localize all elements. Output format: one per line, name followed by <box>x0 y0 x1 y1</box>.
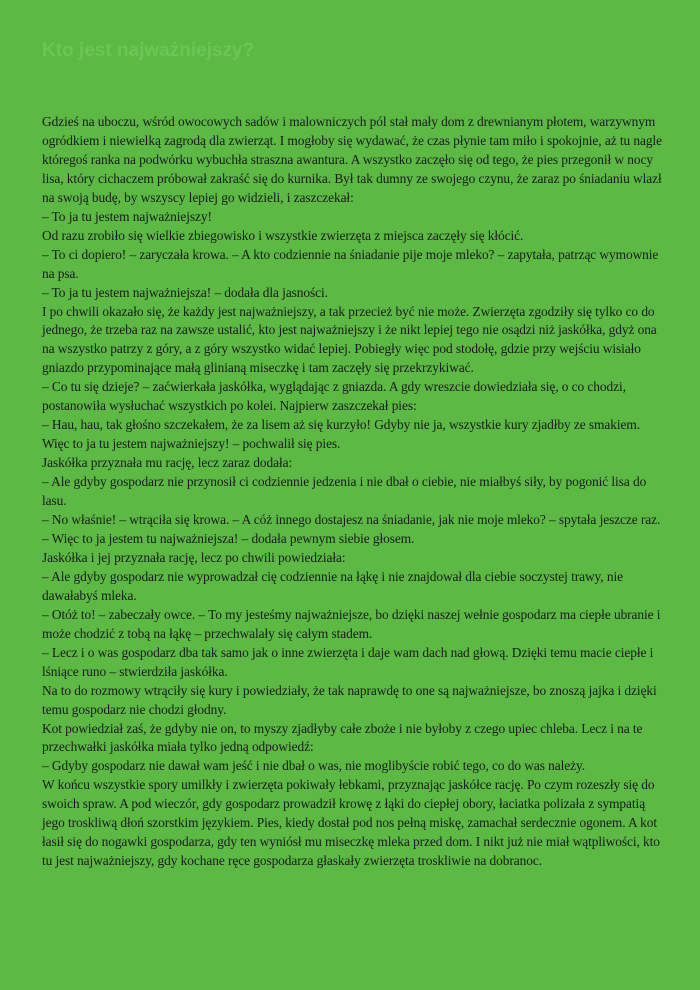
story-paragraph: Jaskółka przyznała mu rację, lecz zaraz dodała: <box>42 455 293 471</box>
story-paragraph: Od razu zrobiło się wielkie zbiegowisko i wszystkie zwierzęta z miejsca zaczęły się kłócić. <box>42 227 524 243</box>
story-paragraph: – Ale gdyby gospodarz nie przynosił ci codziennie jedzenia i nie dbał o ciebie, nie miałbyś siły, by pogonić lisa do lasu. <box>42 474 647 509</box>
story-paragraph: – Ale gdyby gospodarz nie wyprowadzał cię codziennie na łąkę i nie znajdował dla ciebie soczystej trawy, nie dawałabyś mleka. <box>42 568 623 603</box>
story-paragraph: Na to do rozmowy wtrąciły się kury i powiedziały, że tak naprawdę to one są najważniejsze, bo znoszą jajka i dzięki temu gospodarz nie chodzi głodny. <box>42 682 657 717</box>
story-paragraph: – Hau, hau, tak głośno szczekałem, że za lisem aż się kurzyło! Gdyby nie ja, wszystkie kury zjadłby ze smakiem. <box>42 417 640 433</box>
header-title: Kto jest najważniejszy? <box>42 40 255 61</box>
story-paragraph: Kot powiedział zaś, że gdyby nie on, to myszy zjadłyby całe zboże i nie byłoby z czego upiec chleba. Lecz i na te przechwałki jaskółka miała tylko jedną odpowiedź: <box>42 720 643 755</box>
story-paragraph: W końcu wszystkie spory umilkły i zwierzęta pokiwały łebkami, przyznając jaskółce rację. Po czym rozeszły się do swoich spraw. A pod wieczór, gdy gospodarz prowadził krowę z łąki do ciepłej obory, łaciatka polizała z sympatią jego troskliwą dłoń szorstkim językiem. Pies, kiedy dostał pod nos pełną miskę, zamachał serdecznie ogonem. A kot łasił się do nogawki gospodarza, gdy ten wyniósł mu miseczkę mleka przed dom. I nikt już nie miał wątpliwości, kto tu jest najważniejszy, gdy kochane ręce gospodarza głaskały zwierzęta troskliwie na dobranoc. <box>42 777 660 869</box>
story-text <box>42 113 662 871</box>
faint-header <box>42 38 254 64</box>
story-paragraph: – To ci dopiero! – zaryczała krowa. – A kto codziennie na śniadanie pije moje mleko? – zapytała, patrząc wymownie na psa. <box>42 246 659 281</box>
story-paragraph: Gdzieś na uboczu, wśród owocowych sadów i malowniczych pól stał mały dom z drewnianym płotem, warzywnym ogródkiem i niewielką zagrodą dla zwierząt. I mogłoby się wydawać, że czas płynie tam miło i spokojnie, aż tu nagle któregoś ranka na podwórku wybuchła straszna awantura. A wszystko zaczęło się od tego, że pies przegonił w nocy lisa, który cichaczem próbował zakraść się do kurnika. Był tak dumny ze swojego czynu, że zaraz po śniadaniu wlazł na swoją budę, by wszyscy lepiej go widzieli, i zaszczekał: <box>42 114 662 205</box>
story-paragraph: Więc to ja tu jestem najważniejszy! – pochwalił się pies. <box>42 436 341 452</box>
story-paragraph: – Lecz i o was gospodarz dba tak samo jak o inne zwierzęta i daje wam dach nad głową. Dzięki temu macie ciepłe i lśniące runo – stwierdziła jaskółka. <box>42 644 654 679</box>
story-paragraph: – To ja tu jestem najważniejszy! <box>42 208 212 224</box>
story-paragraph: Jaskółka i jej przyznała rację, lecz po chwili powiedziała: <box>42 549 346 565</box>
story-paragraph: – To ja tu jestem najważniejsza! – dodała dla jasności. <box>42 284 328 300</box>
story-paragraph: – Więc to ja jestem tu najważniejsza! – dodała pewnym siebie głosem. <box>42 530 415 546</box>
story-paragraph: – Gdyby gospodarz nie dawał wam jeść i nie dbał o was, nie moglibyście robić tego, co do was należy. <box>42 758 585 774</box>
story-paragraph: – No właśnie! – wtrąciła się krowa. – A cóż innego dostajesz na śniadanie, jak nie moje mleko? – spytała jeszcze raz. <box>42 512 661 528</box>
story-paragraph: I po chwili okazało się, że każdy jest najważniejszy, a tak przecież być nie może. Zwierzęta zgodziły się tylko co do jednego, że trzeba raz na zawsze ustalić, kto jest najważniejszy i że nikt lepiej tego nie osądzi niż jaskółka, gdyż ona na wszystko patrzy z góry, a z góry wszystko widać lepiej. Pobiegły więc pod stodołę, gdzie przy wejściu wisiało gniazdo przypominające małą glinianą miseczkę i tam zaczęły się przekrzykiwać. <box>42 303 657 376</box>
story-paragraph: – Co tu się dzieje? – zaćwierkała jaskółka, wyglądając z gniazda. A gdy wreszcie dowiedziała się, o co chodzi, postanowiła wysłuchać wszystkich po kolei. Najpierw zaszczekał pies: <box>42 379 626 414</box>
story-paragraph: – Otóż to! – zabeczały owce. – To my jesteśmy najważniejsze, bo dzięki naszej wełnie gospodarz ma ciepłe ubranie i może chodzić z tobą na łąkę – przechwalały się całym stadem. <box>42 606 661 641</box>
